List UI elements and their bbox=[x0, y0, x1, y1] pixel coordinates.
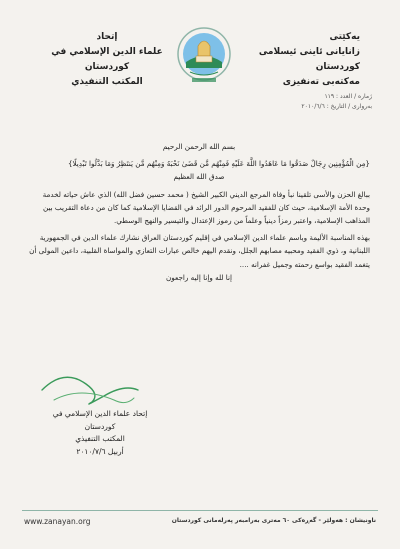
kurdish-org-header bbox=[240, 30, 360, 87]
closing-line: إنا لله وإنا إليه راجعون bbox=[166, 272, 232, 282]
date-label: بەرواری / التاريخ : bbox=[326, 103, 372, 110]
kurdish-header-line3: مەکتەبی تەنفیزی bbox=[282, 77, 360, 87]
kurdish-header-line2: زانایانی ئاینی ئیسلامی کوردستان bbox=[258, 47, 360, 72]
arabic-header-line3: المكتب التنفيذي bbox=[71, 77, 143, 87]
quran-verse: {مِن الْمُؤْمِنِين رِجَالٌ صَدَقُوا مَا عَاهَدُوا اللَّهَ عَلَيْهِ فَمِنْهُم مَّن قَضَىٰ نَحْبَهُ وَمِنْهُم مَّن يَنتَظِرُ وَمَا بَدَّلُوا تَبْدِيلًا} bbox=[67, 159, 370, 169]
signature-office: المكتب التنفيذي bbox=[75, 434, 125, 443]
date-value: ٢٠١٠/٦/٦ bbox=[301, 103, 325, 110]
signature-block bbox=[40, 408, 160, 458]
paragraph-2: بهذه المناسبة الأليمة وباسم علماء الدين الإسلامي في إقليم كوردستان العراق نشارك علماء الدين في الجمهورية اللبنانية و، ذوي الفقيد ومحبيه مصابهم الجلل، ونقدم اليهم خالص عبارات التعازي والمواساة القلبية، داعين المولى أن يتغمد الفقيد بواسع رحمته وجميل غفرانه .... bbox=[29, 233, 370, 269]
sadaqa-line: صدق الله العظيم bbox=[173, 172, 225, 182]
arabic-header-line1: إتحاد bbox=[96, 32, 118, 42]
kurdish-header-line1: یەکێتی bbox=[329, 32, 360, 42]
signature-scribble bbox=[34, 360, 144, 410]
letter-body bbox=[28, 140, 370, 284]
arabic-header-line2: علماء الدين الإسلامي في كوردستان bbox=[51, 47, 163, 72]
number-label: ژمارە / العدد : bbox=[336, 93, 372, 100]
arabic-org-header bbox=[42, 30, 172, 87]
reference-block bbox=[232, 92, 372, 112]
paragraph-1: ببالغ الحزن والأسى تلقينا نبأ وفاة المرجع الديني الكبير الشيخ ( محمد حسين فضل الله) الذي عاش حياته لخدمة وحدة الأمة الإسلامية، حيث كان للفقيد المرحوم الدور الرائد في القضايا الإسلامية كما كان من دعاة التقريب بين المذاهب الإسلامية، واعتبر رمزاً دينياً وعلماً من رموز الإعتدال والتيسير والنهج الوسطي. bbox=[42, 189, 370, 226]
number-value: ١١٩ bbox=[324, 93, 335, 100]
reference-date bbox=[232, 102, 372, 112]
footer-divider bbox=[22, 510, 378, 511]
signature-place-date: أربيل ٢٠١٠/٧/٦ bbox=[76, 446, 124, 456]
basmala: بسم الله الرحمن الرحيم bbox=[162, 142, 236, 151]
signature-org: إتحاد علماء الدين الإسلامي في كوردستان bbox=[52, 409, 148, 431]
organization-logo bbox=[176, 26, 232, 86]
website-url: www.zanayan.org bbox=[24, 517, 91, 526]
footer-address: ناونیشان : هەولێر - گەڕەکی ٦٠ مەتری بەرامبەر پەرلەمانی کوردستان bbox=[171, 517, 376, 524]
reference-number bbox=[232, 92, 372, 102]
